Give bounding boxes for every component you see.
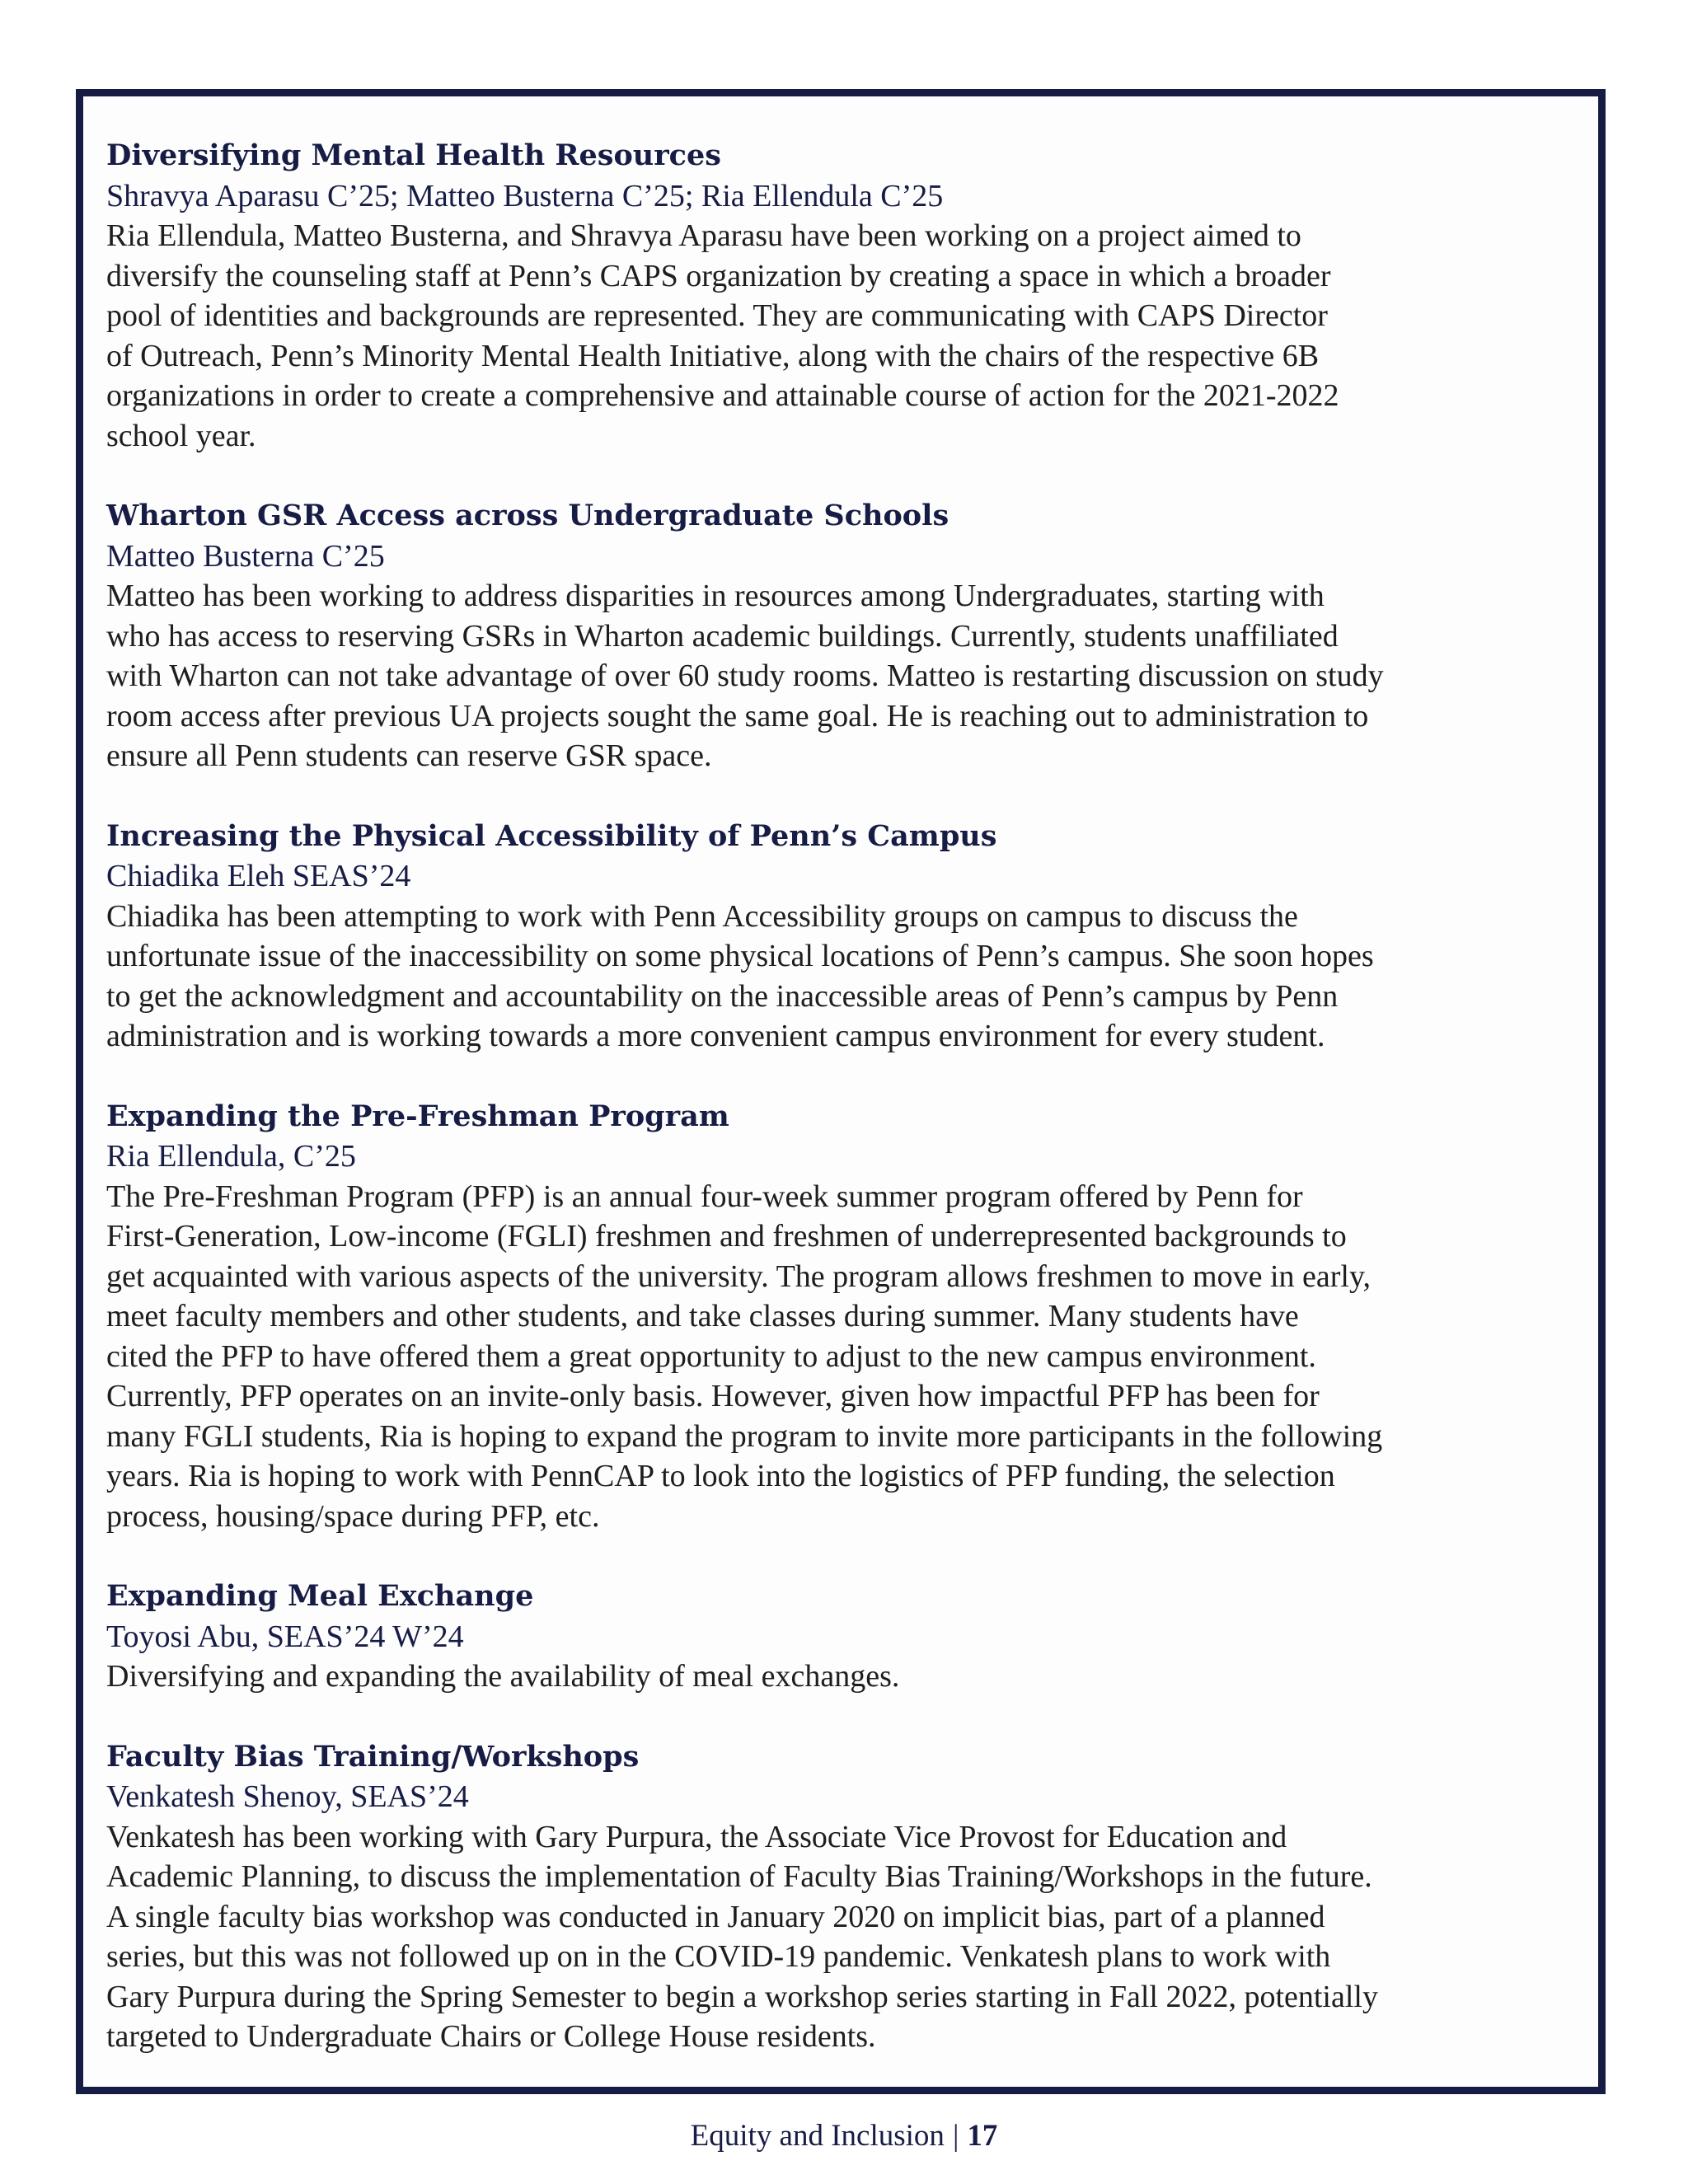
project-description xyxy=(106,897,1582,1057)
project-section xyxy=(106,817,1582,1057)
footer-section-title: Equity and Inclusion xyxy=(690,2119,945,2153)
project-description xyxy=(106,576,1582,776)
description-line: room access after previous UA projects sought the same goal. He is reaching out to administration to xyxy=(106,698,1369,733)
project-title: Faculty Bias Training/Workshops xyxy=(106,1739,640,1774)
description-line: Gary Purpura during the Spring Semester to begin a workshop series starting in Fall 2022, potentially xyxy=(106,1979,1378,2014)
footer-separator: | xyxy=(952,2119,959,2153)
project-authors: Toyosi Abu, SEAS’24 W’24 xyxy=(106,1619,464,1654)
description-line: years. Ria is hoping to work with PennCAP to look into the logistics of PFP funding, the selection xyxy=(106,1459,1335,1493)
content-frame xyxy=(76,89,1606,2094)
description-line: diversify the counseling staff at Penn’s CAPS organization by creating a space in which a broader xyxy=(106,258,1331,293)
description-line: process, housing/space during PFP, etc. xyxy=(106,1498,600,1534)
project-title: Expanding the Pre-Freshman Program xyxy=(106,1099,729,1133)
project-title: Diversifying Mental Health Resources xyxy=(106,138,721,172)
project-title: Expanding Meal Exchange xyxy=(106,1579,534,1613)
project-description xyxy=(106,1817,1582,2057)
description-line: pool of identities and backgrounds are represented. They are communicating with CAPS Director xyxy=(106,298,1328,333)
description-line: school year. xyxy=(106,418,256,453)
projects-list xyxy=(106,136,1582,2097)
description-line: administration and is working towards a more convenient campus environment for every student. xyxy=(106,1019,1325,1053)
page-footer xyxy=(0,2116,1688,2156)
project-authors: Chiadika Eleh SEAS’24 xyxy=(106,859,411,893)
description-line: targeted to Undergraduate Chairs or College House residents. xyxy=(106,2019,876,2054)
project-section xyxy=(106,496,1582,776)
project-description xyxy=(106,1657,1582,1697)
description-line: cited the PFP to have offered them a great opportunity to adjust to the new campus environment. xyxy=(106,1338,1316,1374)
project-title: Increasing the Physical Accessibility of Penn’s Campus xyxy=(106,818,997,853)
description-line: The Pre-Freshman Program (PFP) is an annual four-week summer program offered by Penn for xyxy=(106,1179,1303,1214)
project-description xyxy=(106,1177,1582,1537)
description-line: Matteo has been working to address disparities in resources among Undergraduates, starting with xyxy=(106,579,1325,613)
description-line: meet faculty members and other students, and take classes during summer. Many students have xyxy=(106,1299,1299,1333)
project-section xyxy=(106,1737,1582,2057)
description-line: Academic Planning, to discuss the implementation of Faculty Bias Training/Workshops in the future. xyxy=(106,1859,1372,1894)
description-line: who has access to reserving GSRs in Wharton academic buildings. Currently, students unaffiliated xyxy=(106,618,1339,654)
description-line: Chiadika has been attempting to work with Penn Accessibility groups on campus to discuss the xyxy=(106,898,1298,934)
description-line: A single faculty bias workshop was conducted in January 2020 on implicit bias, part of a planned xyxy=(106,1899,1325,1934)
project-authors: Shravya Aparasu C’25; Matteo Busterna C’25; Ria Ellendula C’25 xyxy=(106,178,944,213)
description-line: Venkatesh has been working with Gary Purpura, the Associate Vice Provost for Education and xyxy=(106,1819,1287,1854)
description-line: First-Generation, Low-income (FGLI) freshmen and freshmen of underrepresented backgrounds to xyxy=(106,1219,1347,1254)
description-line: ensure all Penn students can reserve GSR space. xyxy=(106,738,712,773)
description-line: many FGLI students, Ria is hoping to expand the program to invite more participants in the following xyxy=(106,1418,1383,1454)
description-line: Ria Ellendula, Matteo Busterna, and Shravya Aparasu have been working on a project aimed to xyxy=(106,218,1301,253)
description-line: Currently, PFP operates on an invite-only basis. However, given how impactful PFP has been for xyxy=(106,1379,1320,1413)
project-section xyxy=(106,1577,1582,1697)
project-section xyxy=(106,136,1582,456)
description-line: series, but this was not followed up on in the COVID-19 pandemic. Venkatesh plans to work with xyxy=(106,1939,1331,1974)
project-description xyxy=(106,216,1582,456)
description-line: to get the acknowledgment and accountability on the inaccessible areas of Penn’s campus by Penn xyxy=(106,978,1339,1014)
project-section xyxy=(106,1097,1582,1537)
description-line: get acquainted with various aspects of the university. The program allows freshmen to move in early, xyxy=(106,1258,1371,1294)
description-line: of Outreach, Penn’s Minority Mental Health Initiative, along with the chairs of the respective 6B xyxy=(106,338,1320,373)
project-authors: Venkatesh Shenoy, SEAS’24 xyxy=(106,1779,469,1814)
description-line: organizations in order to create a comprehensive and attainable course of action for the 2021-2022 xyxy=(106,378,1339,413)
page-number: 17 xyxy=(967,2119,998,2153)
description-line: with Wharton can not take advantage of over 60 study rooms. Matteo is restarting discussion on study xyxy=(106,658,1384,693)
project-title: Wharton GSR Access across Undergraduate Schools xyxy=(106,499,950,532)
description-line: unfortunate issue of the inaccessibility on some physical locations of Penn’s campus. She soon hopes xyxy=(106,939,1374,973)
project-authors: Ria Ellendula, C’25 xyxy=(106,1139,356,1174)
description-line: Diversifying and expanding the availability of meal exchanges. xyxy=(106,1659,900,1694)
project-authors: Matteo Busterna C’25 xyxy=(106,538,385,574)
